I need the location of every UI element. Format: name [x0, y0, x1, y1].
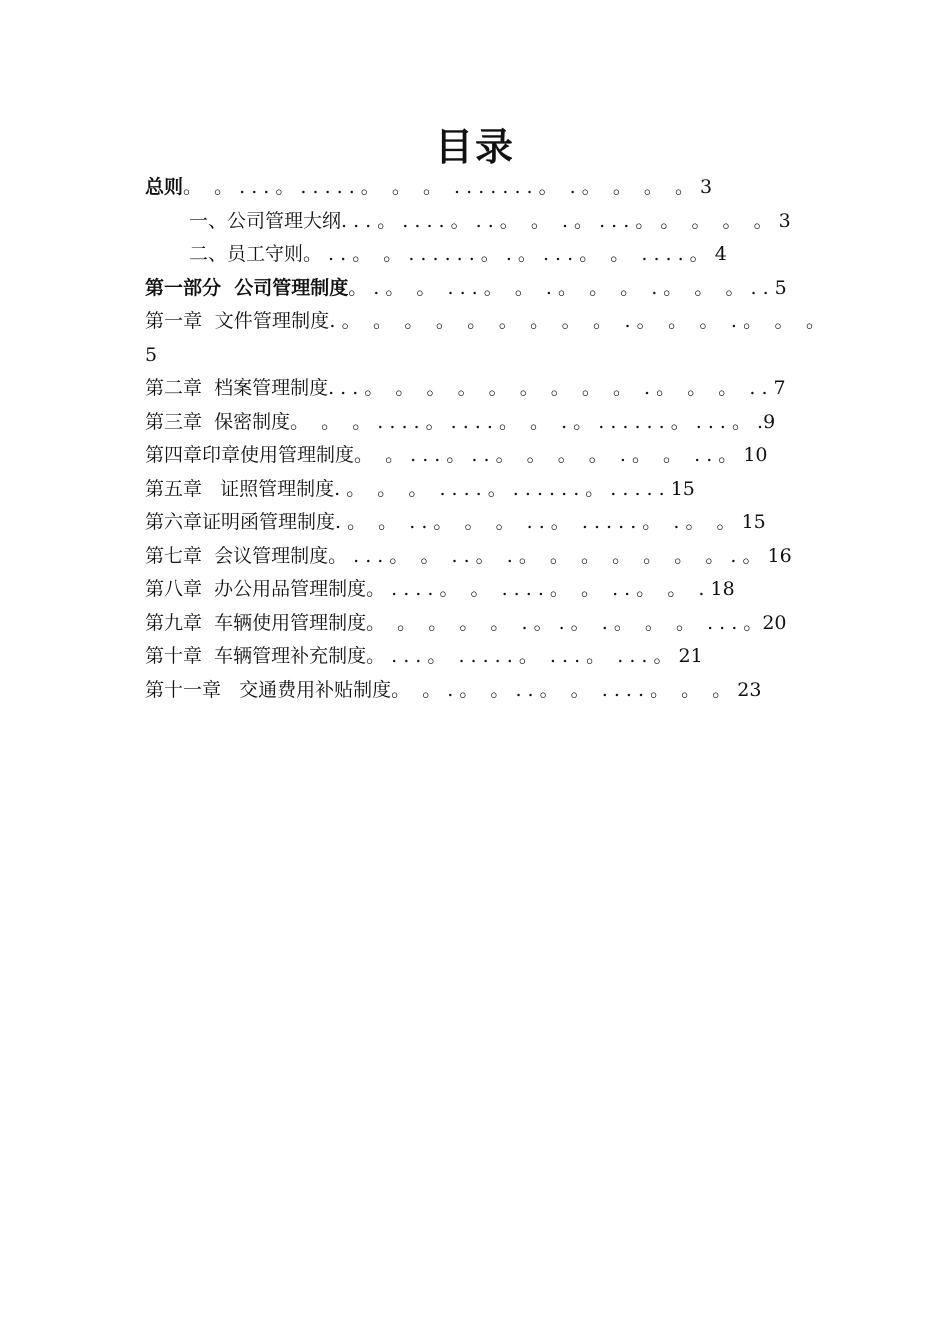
toc-entry-label: 第五章 证照管理制度 [145, 477, 335, 500]
toc-list [145, 171, 825, 707]
toc-page-number: 16 [767, 544, 792, 567]
toc-dot-leader: . 。 。 。 。 。 。 。 。 。 . 。 。 。 . 。 。 。 [329, 310, 825, 332]
toc-entry-label: 第九章 车辆使用管理制度 [145, 611, 367, 634]
toc-dot-leader: . . . 。 。 。 。 。 。 。 。 。 . 。 。 。 . . [328, 377, 774, 399]
toc-page-number: 15 [741, 511, 766, 533]
toc-entry-label: 第十一章 交通费用补贴制度 [145, 678, 392, 701]
toc-dot-leader: 。 . 。 。 . . . 。 。 . 。 。 。 . 。 。 。 . . [348, 276, 775, 299]
toc-dot-leader: . 。 。 . . 。 。 。 . . 。 . . . . . 。 . 。 。 [335, 511, 742, 533]
toc-entry[interactable] [145, 506, 825, 540]
toc-entry[interactable] [145, 171, 825, 205]
toc-page-number: 21 [678, 645, 703, 667]
toc-page-number: 3 [778, 209, 791, 232]
toc-entry[interactable] [145, 540, 825, 574]
toc-entry[interactable] [145, 372, 825, 406]
toc-entry-label: 第十章 车辆管理补充制度 [145, 645, 367, 667]
toc-page-number: 18 [710, 578, 735, 600]
toc-page-number: 20 [762, 611, 787, 634]
toc-entry-label: 第六章证明函管理制度 [145, 511, 336, 533]
toc-page-number: 7 [773, 377, 786, 399]
toc-page-number: 9 [763, 410, 776, 433]
toc-entry[interactable] [145, 607, 825, 641]
toc-entry[interactable] [145, 238, 825, 272]
toc-dot-leader: 。 。 。 。 。 . 。 . 。 . 。 。 。 . . . 。 [366, 611, 763, 634]
toc-entry-label: 第一章 文件管理制度 [145, 310, 330, 332]
toc-entry[interactable] [145, 674, 825, 708]
toc-dot-leader: 。 . . 。 。 . . . . . . 。 . 。 . . . 。 。 . . . . 。 [303, 243, 715, 265]
toc-entry-label: 第八章 办公用品管理制度 [145, 578, 367, 600]
toc-entry[interactable] [145, 272, 825, 306]
toc-entry-label: 第二章 档案管理制度 [145, 377, 329, 399]
toc-entry-label: 第三章 保密制度 [145, 410, 291, 433]
toc-dot-leader: 。 。 。 . . . . 。 . . . . 。 。 . 。 . . . . . . 。 . . . 。 . [290, 410, 764, 433]
toc-page-number: 15 [670, 477, 695, 500]
toc-page-number: 10 [743, 444, 768, 466]
toc-entry[interactable] [145, 406, 825, 440]
toc-dot-leader: 。 . . . . 。 。 . . . . 。 。 . . 。 。 . [366, 578, 711, 600]
toc-title: 目录 [434, 125, 515, 169]
toc-page-number: 23 [737, 678, 762, 701]
toc-entry[interactable] [145, 439, 825, 473]
toc-entry[interactable] [145, 305, 825, 372]
toc-entry[interactable] [145, 473, 825, 507]
toc-entry[interactable] [145, 573, 825, 607]
toc-page-number: 5 [774, 276, 787, 299]
toc-dot-leader: . . . 。 . . . . 。 . . 。 。 . 。 . . . 。 。 。 。 。 [341, 209, 779, 232]
toc-dot-leader: 。 。 . . . 。 . . 。 。 。 。 . 。 。 . . 。 [354, 444, 744, 466]
toc-dot-leader: 。 。 . 。 。 . . 。 。 . . . . 。 。 。 [391, 678, 738, 701]
toc-entry-label: 第一部分 公司管理制度 [145, 276, 349, 299]
toc-page-number: 5 [145, 343, 158, 366]
toc-page-number: 4 [714, 243, 727, 265]
toc-dot-leader: . 。 。 。 . . . . 。 . . . . . . 。 . . . . . [334, 477, 671, 500]
toc-dot-leader: 。 . . . 。 。 . . 。 . 。 。 。 。 。 。 。 . 。 [328, 544, 768, 567]
toc-entry-label: 一、公司管理大纲 [189, 209, 342, 232]
toc-entry[interactable] [145, 205, 825, 239]
toc-entry-label: 第四章印章使用管理制度 [145, 444, 355, 466]
toc-entry[interactable] [145, 640, 825, 674]
toc-dot-leader: 。 。 . . . 。 . . . . . 。 。 。 . . . . . . . 。 . 。 。 。 。 [183, 176, 701, 198]
toc-entry-label: 第七章 会议管理制度 [145, 544, 329, 567]
toc-entry-label: 二、员工守则 [189, 243, 304, 265]
toc-page-number: 3 [700, 176, 713, 198]
toc-dot-leader: 。 . . . 。 . . . . . 。 . . . 。 . . . 。 [366, 645, 679, 667]
toc-entry-label: 总则 [145, 176, 184, 198]
